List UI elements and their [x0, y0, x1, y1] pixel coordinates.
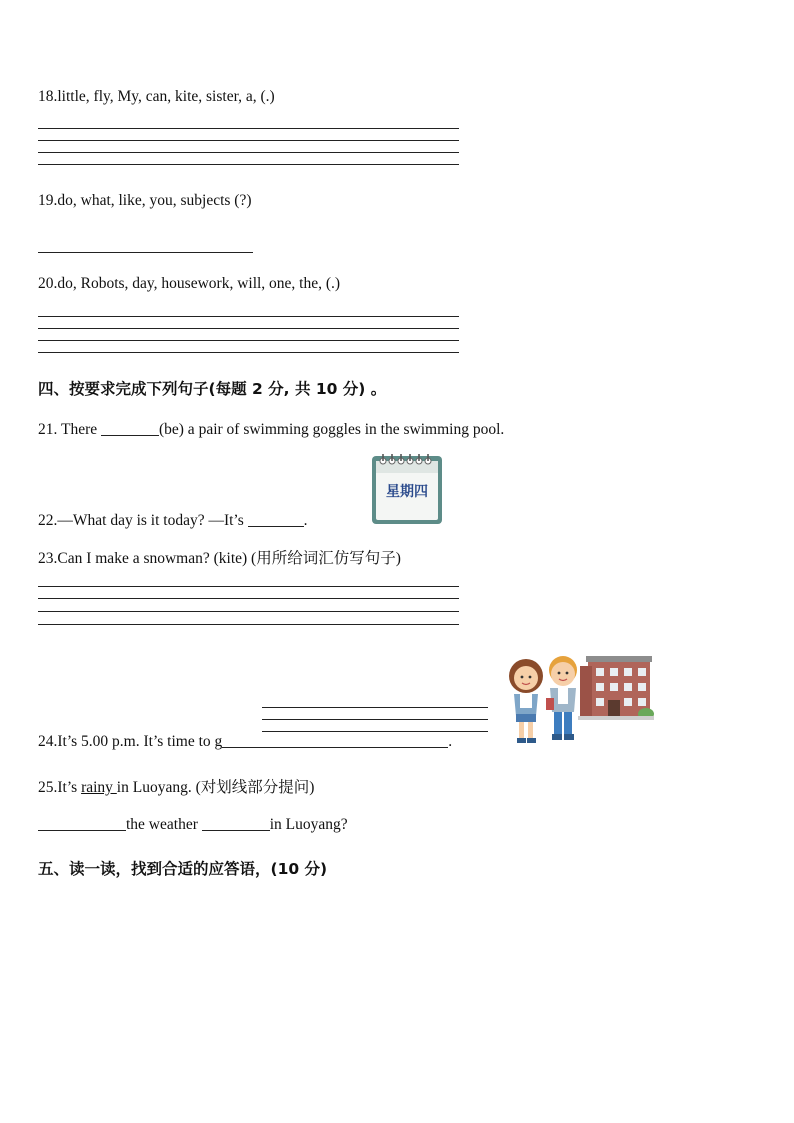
q24-blank[interactable] — [222, 733, 448, 748]
q25-after: in Luoyang. (对划线部分提问) — [116, 779, 315, 796]
answer-line[interactable] — [38, 611, 459, 612]
answer-line[interactable] — [38, 252, 253, 253]
section-4-title: 四、按要求完成下列句子(每题 2 分, 共 10 分) 。 — [38, 380, 387, 398]
answer-line[interactable] — [38, 586, 459, 587]
answer-line[interactable] — [38, 352, 459, 353]
answer-line[interactable] — [38, 128, 459, 129]
q21-before: 21. There — [38, 421, 101, 438]
section-5-title: 五、读一读，找到合适的应答语，(10 分) — [38, 860, 328, 878]
q24-sentence — [38, 733, 452, 751]
q19-prompt: 19.do, what, like, you, subjects (?) — [38, 192, 252, 209]
students-school-illustration — [500, 650, 655, 750]
q18-prompt: 18.little, fly, My, can, kite, sister, a, (.) — [38, 88, 275, 105]
q25-answer-end: in Luoyang? — [269, 816, 348, 833]
q22-blank[interactable] — [248, 512, 304, 527]
calendar-icon — [371, 452, 443, 525]
q25-before: 25.It’s — [38, 779, 82, 796]
q22-after: . — [303, 512, 308, 529]
q22-sentence — [38, 512, 308, 530]
q25-underlined-word: rainy — [81, 779, 117, 796]
answer-line[interactable] — [38, 624, 459, 625]
answer-line[interactable] — [38, 328, 459, 329]
q25-sentence — [38, 775, 314, 797]
answer-line[interactable] — [38, 340, 459, 341]
calendar-label: 星期四 — [386, 484, 428, 500]
answer-line[interactable] — [262, 731, 488, 732]
q25-answer-mid: the weather — [126, 816, 202, 833]
q24-before: 24.It’s 5.00 p.m. It’s time to g — [38, 733, 223, 750]
q22-before: 22.—What day is it today? —It’s — [38, 512, 248, 529]
q21-sentence — [38, 421, 504, 439]
answer-line[interactable] — [38, 140, 459, 141]
answer-line[interactable] — [262, 707, 488, 708]
q25-answer-line — [38, 816, 348, 834]
answer-line[interactable] — [38, 164, 459, 165]
q21-after: (be) a pair of swimming goggles in the swimming pool. — [158, 421, 505, 438]
answer-line[interactable] — [38, 152, 459, 153]
answer-line[interactable] — [38, 316, 459, 317]
q25-blank-1[interactable] — [38, 816, 126, 831]
answer-line[interactable] — [38, 598, 459, 599]
q25-blank-2[interactable] — [202, 816, 270, 831]
q24-after: . — [448, 733, 453, 750]
q21-blank[interactable] — [101, 421, 159, 436]
q20-prompt: 20.do, Robots, day, housework, will, one, the, (.) — [38, 275, 341, 292]
answer-line[interactable] — [262, 719, 488, 720]
q23-prompt: 23.Can I make a snowman? (kite) (用所给词汇仿写句子) — [38, 550, 401, 567]
